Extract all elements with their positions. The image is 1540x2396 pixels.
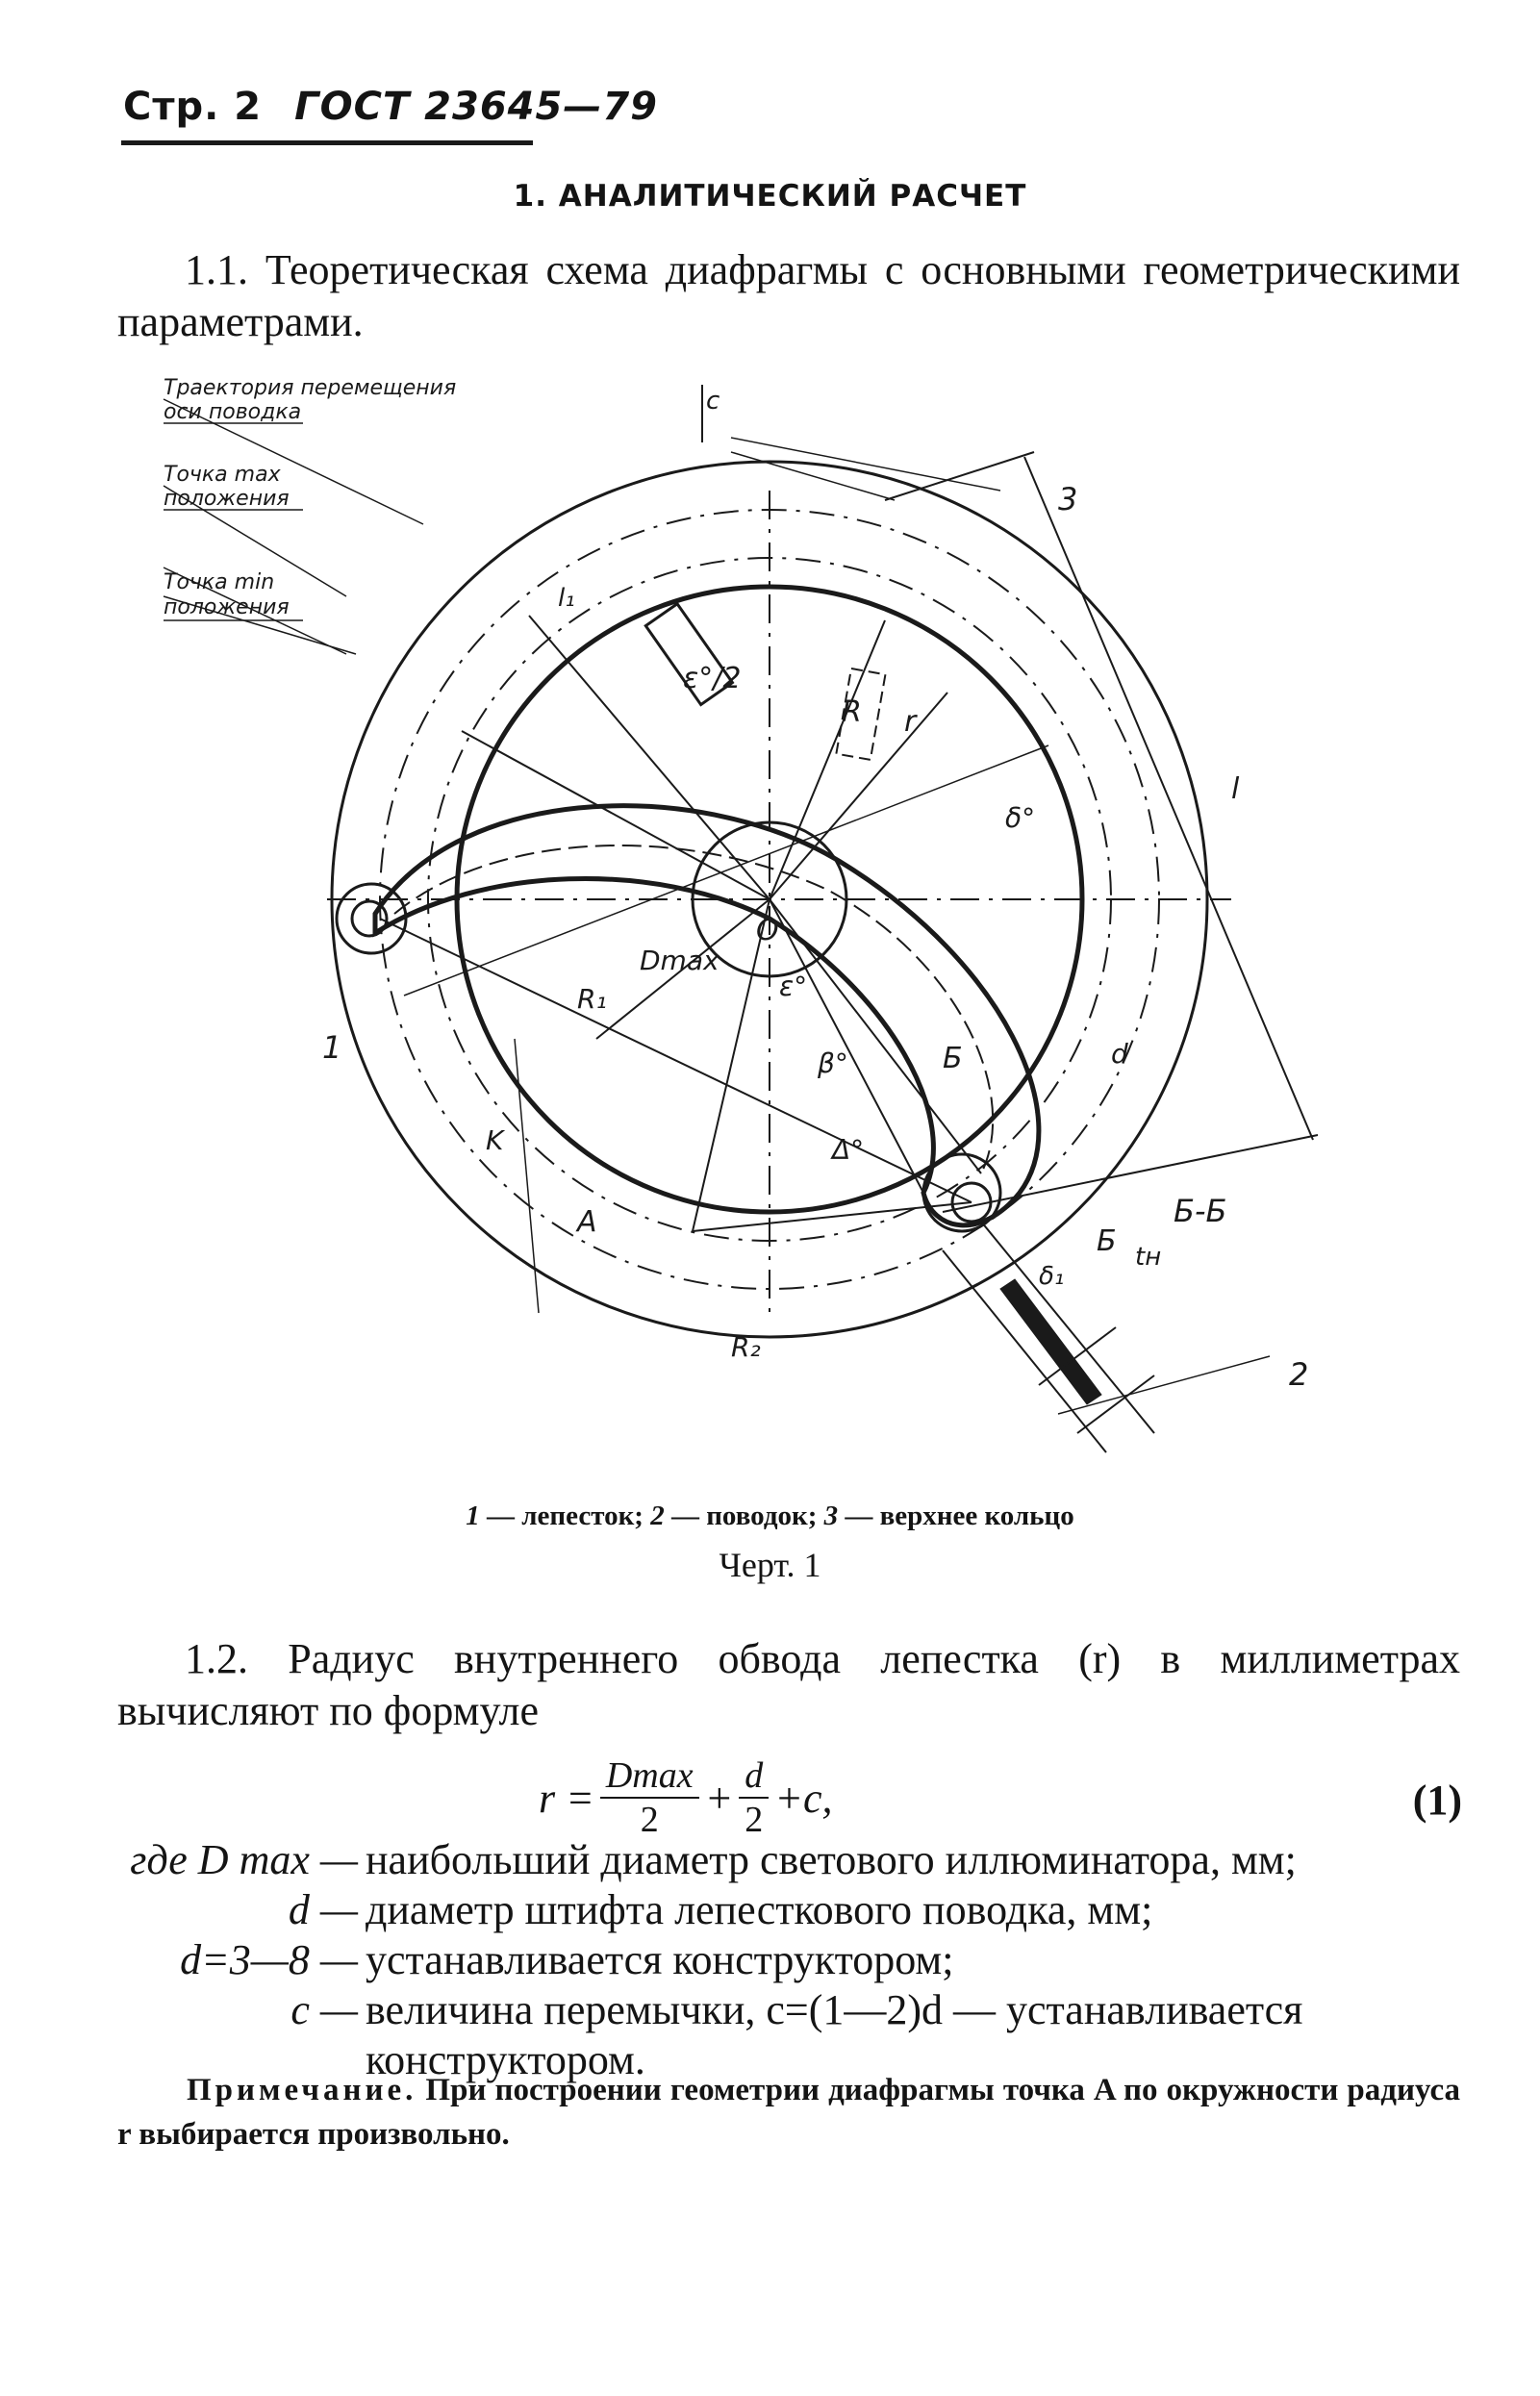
fraction-d-den: 2	[745, 1800, 764, 1840]
diaphragm-drawing	[164, 366, 1385, 1481]
definition-row	[117, 1885, 1460, 1935]
legend-num-2: 2	[650, 1501, 665, 1531]
label-point-max-1: Точка max	[164, 463, 281, 487]
label-section: Б-Б	[1174, 1193, 1227, 1229]
formula-tail: +c,	[774, 1774, 833, 1822]
label-r: r	[904, 705, 917, 739]
fraction-d-num: d	[739, 1754, 769, 1799]
label-B-1: Б	[943, 1042, 963, 1075]
formula-lhs: r =	[539, 1774, 594, 1822]
definition-text: диаметр штифта лепесткового поводка, мм;	[366, 1886, 1153, 1933]
formula-plus: +	[704, 1774, 734, 1822]
standard-number: ГОСТ 23645—79	[294, 85, 659, 129]
label-R2: R₂	[731, 1331, 761, 1363]
definition-text: устанавливается конструктором;	[366, 1936, 954, 1983]
label-l: l	[1231, 772, 1240, 806]
definition-text: наибольший диаметр светового иллюминатора, мм;	[366, 1836, 1297, 1883]
label-c: c	[706, 387, 720, 416]
label-delta: δ°	[1005, 802, 1036, 834]
label-l1: l₁	[558, 584, 575, 613]
label-2: 2	[1289, 1356, 1309, 1393]
label-d: d	[1111, 1038, 1128, 1070]
legend-text-1: — лепесток;	[479, 1501, 651, 1531]
note-text: При построении геометрии диафрагмы точка A по окружности радиуса r выбирается произвольно.	[117, 2073, 1460, 2152]
definition-term: d —	[288, 1886, 358, 1933]
paragraph-1-2: 1.2. Радиус внутреннего обвода лепестка (r) в миллиметрах вычисляют по формуле	[117, 1635, 1460, 1734]
definition-continuation: конструктором.	[366, 2036, 645, 2083]
figure-caption: Черт. 1	[719, 1546, 821, 1584]
page-number: Стр. 2	[123, 85, 263, 129]
definition-row	[117, 1935, 1460, 1985]
label-th: tн	[1135, 1243, 1162, 1272]
fraction-d	[739, 1754, 769, 1841]
label-O: O	[756, 914, 779, 947]
label-trajectory-1: Траектория перемещения	[164, 376, 457, 400]
note	[117, 2068, 1460, 2156]
label-delta1: δ₁	[1039, 1262, 1065, 1291]
formula-number: (1)	[1412, 1777, 1462, 1824]
label-1: 1	[322, 1029, 342, 1066]
label-eps-half: ε°/2	[683, 662, 742, 695]
label-Dmax: Dmax	[640, 945, 720, 976]
label-B-2: Б	[1097, 1224, 1117, 1258]
paragraph-1-1: 1.1. Теоретическая схема диафрагмы с основными геометрическими параметрами.	[117, 246, 1460, 345]
definition-term: где D max —	[130, 1836, 358, 1883]
label-R1: R₁	[577, 983, 607, 1015]
label-A: A	[577, 1205, 597, 1239]
header-rule	[121, 140, 533, 145]
fraction-dmax-den: 2	[640, 1800, 659, 1840]
label-Delta: Δ°	[832, 1134, 865, 1166]
figure-legend	[0, 1501, 1540, 1532]
label-beta: β°	[818, 1047, 848, 1079]
definitions-list	[117, 1835, 1460, 2085]
label-eps: ε°	[779, 971, 808, 1002]
fraction-dmax	[600, 1754, 699, 1841]
page-header	[123, 85, 658, 129]
label-point-min-2: положения	[164, 595, 290, 619]
label-point-min-1: Точка min	[164, 570, 275, 594]
label-R: R	[842, 695, 862, 729]
legend-text-2: — поводок;	[664, 1501, 824, 1531]
label-K: K	[486, 1124, 504, 1156]
definition-row	[117, 1985, 1460, 2035]
section-title: 1. АНАЛИТИЧЕСКИЙ РАСЧЕТ	[513, 179, 1027, 214]
definition-term: d=3—8 —	[180, 1936, 358, 1983]
label-3: 3	[1058, 481, 1078, 517]
note-label: Примечание.	[187, 2073, 417, 2107]
definition-text: величина перемычки, c=(1—2)d — устанавливается	[366, 1986, 1303, 2033]
legend-text-3: — верхнее кольцо	[838, 1501, 1074, 1531]
fraction-dmax-num: Dmax	[600, 1754, 699, 1799]
legend-num-3: 3	[823, 1501, 839, 1531]
label-point-max-2: положения	[164, 487, 290, 511]
formula-expression	[539, 1754, 833, 1841]
definition-row	[117, 1835, 1460, 1885]
definition-term: c —	[290, 1986, 358, 2033]
label-trajectory-2: оси поводка	[164, 400, 302, 424]
legend-num-1: 1	[466, 1501, 480, 1531]
